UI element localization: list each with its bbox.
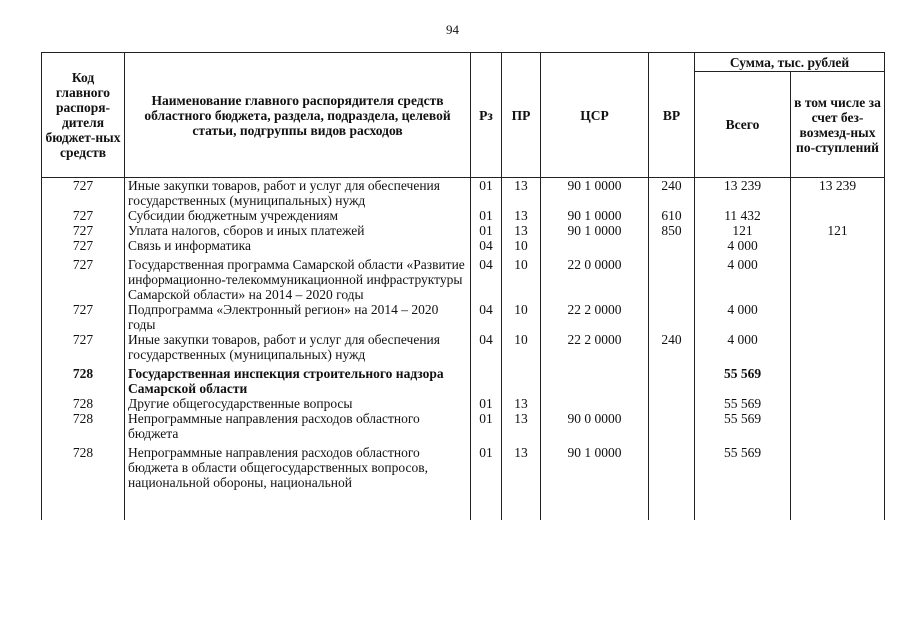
row-vr xyxy=(649,362,695,396)
row-total: 11 432 xyxy=(695,208,791,223)
row-code: 728 xyxy=(42,362,125,396)
row-total: 4 000 xyxy=(695,238,791,253)
row-code: 727 xyxy=(42,178,125,209)
row-csr: 22 2 0000 xyxy=(541,302,649,332)
row-total: 55 569 xyxy=(695,396,791,411)
row-total: 55 569 xyxy=(695,441,791,520)
row-incl xyxy=(791,208,885,223)
row-code: 728 xyxy=(42,396,125,411)
row-pr: 10 xyxy=(502,238,541,253)
row-csr: 90 1 0000 xyxy=(541,178,649,209)
row-vr xyxy=(649,411,695,441)
row-code: 728 xyxy=(42,411,125,441)
row-name: Связь и информатика xyxy=(125,238,471,253)
row-pr: 13 xyxy=(502,411,541,441)
row-rz: 01 xyxy=(471,396,502,411)
row-pr: 13 xyxy=(502,396,541,411)
row-incl: 121 xyxy=(791,223,885,238)
row-total: 121 xyxy=(695,223,791,238)
row-code: 727 xyxy=(42,332,125,362)
table-row xyxy=(42,396,885,411)
row-rz: 04 xyxy=(471,253,502,302)
header-code: Код главного распоря-дителя бюджет-ных средств xyxy=(42,53,125,178)
header-pr: ПР xyxy=(502,53,541,178)
table-row xyxy=(42,208,885,223)
row-vr xyxy=(649,253,695,302)
row-csr: 90 1 0000 xyxy=(541,208,649,223)
row-rz: 01 xyxy=(471,178,502,209)
page-number: 94 xyxy=(446,22,459,37)
row-vr xyxy=(649,441,695,520)
table-row xyxy=(42,253,885,302)
table-row xyxy=(42,178,885,209)
row-vr: 610 xyxy=(649,208,695,223)
header-including: в том числе за счет без-возмезд-ных по-ступлений xyxy=(791,72,885,178)
row-total: 13 239 xyxy=(695,178,791,209)
row-total: 4 000 xyxy=(695,253,791,302)
row-name: Непрограммные направления расходов областного бюджета в области общегосударственных вопросов, национальной обороны, национальной xyxy=(125,441,471,520)
row-csr: 22 0 0000 xyxy=(541,253,649,302)
row-code: 728 xyxy=(42,441,125,520)
table-row xyxy=(42,223,885,238)
row-pr: 10 xyxy=(502,332,541,362)
table-row xyxy=(42,302,885,332)
row-rz xyxy=(471,362,502,396)
row-name: Субсидии бюджетным учреждениям xyxy=(125,208,471,223)
row-vr: 240 xyxy=(649,332,695,362)
header-sum-group: Сумма, тыс. рублей xyxy=(695,53,885,72)
row-name: Непрограммные направления расходов областного бюджета xyxy=(125,411,471,441)
row-rz: 01 xyxy=(471,223,502,238)
row-name: Другие общегосударственные вопросы xyxy=(125,396,471,411)
row-code: 727 xyxy=(42,302,125,332)
row-csr: 90 1 0000 xyxy=(541,223,649,238)
row-pr: 13 xyxy=(502,441,541,520)
header-vr: ВР xyxy=(649,53,695,178)
header-csr: ЦСР xyxy=(541,53,649,178)
row-pr: 10 xyxy=(502,253,541,302)
row-incl xyxy=(791,441,885,520)
row-total: 55 569 xyxy=(695,411,791,441)
row-pr: 10 xyxy=(502,302,541,332)
row-incl xyxy=(791,362,885,396)
table-row xyxy=(42,332,885,362)
row-vr xyxy=(649,302,695,332)
row-rz: 04 xyxy=(471,332,502,362)
row-rz: 01 xyxy=(471,411,502,441)
row-csr xyxy=(541,238,649,253)
table-row xyxy=(42,362,885,396)
row-code: 727 xyxy=(42,238,125,253)
row-name: Иные закупки товаров, работ и услуг для обеспечения государственных (муниципальных) нужд xyxy=(125,332,471,362)
row-pr: 13 xyxy=(502,178,541,209)
row-total: 4 000 xyxy=(695,302,791,332)
row-incl xyxy=(791,302,885,332)
table-row xyxy=(42,238,885,253)
row-pr: 13 xyxy=(502,208,541,223)
row-code: 727 xyxy=(42,223,125,238)
row-total: 55 569 xyxy=(695,362,791,396)
row-incl xyxy=(791,332,885,362)
row-name: Государственная программа Самарской области «Развитие информационно-телекоммуникационной инфраструктуры Самарской области» на 2014 – 2020 годы xyxy=(125,253,471,302)
row-csr xyxy=(541,362,649,396)
row-rz: 04 xyxy=(471,302,502,332)
row-csr xyxy=(541,396,649,411)
row-total: 4 000 xyxy=(695,332,791,362)
table-row xyxy=(42,411,885,441)
row-name: Подпрограмма «Электронный регион» на 2014 – 2020 годы xyxy=(125,302,471,332)
table-row xyxy=(42,441,885,520)
row-incl xyxy=(791,396,885,411)
row-code: 727 xyxy=(42,208,125,223)
row-rz: 01 xyxy=(471,441,502,520)
row-csr: 90 1 0000 xyxy=(541,441,649,520)
row-vr xyxy=(649,396,695,411)
budget-table xyxy=(41,52,885,520)
row-code: 727 xyxy=(42,253,125,302)
row-csr: 22 2 0000 xyxy=(541,332,649,362)
header-name: Наименование главного распорядителя средств областного бюджета, раздела, подраздела, целевой статьи, подгруппы видов расходов xyxy=(125,53,471,178)
row-incl: 13 239 xyxy=(791,178,885,209)
header-total: Всего xyxy=(695,72,791,178)
row-vr xyxy=(649,238,695,253)
row-rz: 04 xyxy=(471,238,502,253)
header-rz: Рз xyxy=(471,53,502,178)
row-vr: 850 xyxy=(649,223,695,238)
row-incl xyxy=(791,253,885,302)
row-name: Уплата налогов, сборов и иных платежей xyxy=(125,223,471,238)
row-incl xyxy=(791,411,885,441)
row-name: Государственная инспекция строительного надзора Самарской области xyxy=(125,362,471,396)
row-pr: 13 xyxy=(502,223,541,238)
row-pr xyxy=(502,362,541,396)
row-incl xyxy=(791,238,885,253)
row-name: Иные закупки товаров, работ и услуг для обеспечения государственных (муниципальных) нужд xyxy=(125,178,471,209)
row-vr: 240 xyxy=(649,178,695,209)
row-csr: 90 0 0000 xyxy=(541,411,649,441)
row-rz: 01 xyxy=(471,208,502,223)
